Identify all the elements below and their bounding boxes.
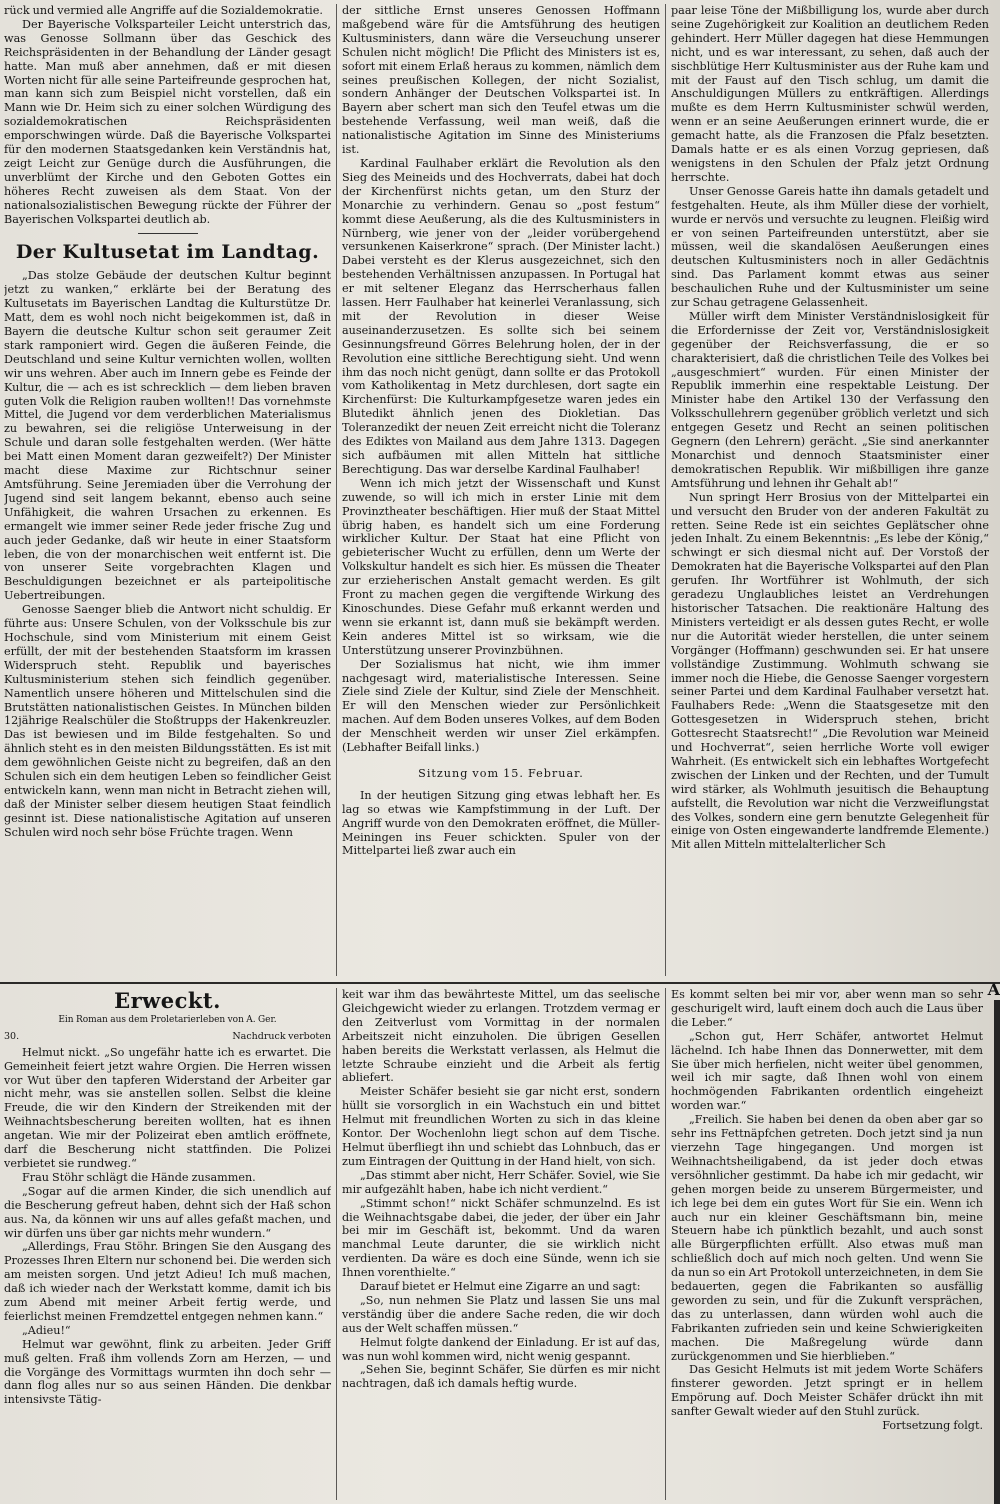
serial-paragraph: Helmut war gewöhnt, flink zu arbeiten. Jeder Griff muß gelten. Fraß ihm vollends Zorn am Herzen, — und die Vorgänge des Vormittags wurmten ihn doch sehr — dann flog alles nur so aus seinen Händen. Die denkbar intensivste Tätig- [4,1337,331,1407]
column-1-paragraph-2: Der Bayerische Volksparteiler Leicht unterstrich das, was Genosse Sollmann über das Geschick des Reichspräsidenten in der Behandlung der Länder gesagt hatte. Man muß aber annehmen, daß er mit diesen Worten nicht für alle seine Parteifreunde gesprochen hat, man kann sich zum Beispiel nicht vorstellen, daß ein Mann wie Dr. Heim sich zu einer solchen Würdigung des sozialdemokratischen Reichspräsidenten emporschwingen würde. Daß die Bayerische Volkspartei für den modernen Staatsgedanken kein Verständnis hat, zeigt Leicht zur Genüge durch die Ausführungen, die unverblümt der Kirche und den Geboten Gottes ein höheres Recht zuweisen als dem Staat. Von der nationalsozialistischen Bewegung rückte der Führer der Bayerischen Volkspartei deutlich ab. [4,17,331,226]
section-divider [0,982,1000,984]
serial-paragraph: „Stimmt schon!“ nickt Schäfer schmunzelnd. Es ist die Weihnachtsgabe dabei, die jeder, der über ein Jahr bei mir im Geschäft ist, bekommt. Und da waren manchmal Leute darunter, die sie wirklich nicht verdienten. Da wäre es doch eine Sünde, wenn ich sie Ihnen vorenthielte.“ [342,1196,660,1280]
serial-paragraph: Meister Schäfer besieht sie gar nicht erst, sondern hüllt sie vorsorglich in ein Wachstuch ein und bittet Helmut mit freundlichen Worten zu sich in das kleine Kontor. Der Wochenlohn liegt schon auf dem Tische. Helmut überfliegt ihn und schiebt das Lohnbuch, das er zum Eintragen der Quittung in der Hand hielt, von sich. [342,1085,660,1168]
serial-title: Erweckt. [114,988,221,1013]
column-1-paragraph-1: rück und vermied alle Angriffe auf die Sozialdemokratie. [4,4,323,17]
serial-paragraph: „Schon gut, Herr Schäfer, antwortet Helmut lächelnd. Ich habe Ihnen das Donnerwetter, mit dem Sie über mich herfielen, nicht weiter übel genommen, weil ich mir sagte, daß Ihnen wohl von einem hochmögenden Fabrikanten ordentlich eingeheizt worden war.“ [671,1029,983,1113]
column-2-paragraph-3: Wenn ich mich jetzt der Wissenschaft und Kunst zuwende, so will ich mich in erster Linie mit dem Provinztheater beschäftigen. Hier muß der Staat Mittel übrig haben, es handelt sich um eine Forderung wirklicher Kultur. Der Staat hat eine Pflicht von gebieterischer Wucht zu erfüllen, denn um Werte der Volkskultur handelt es sich hier. Es müssen die Theater zur erzieherischen Anstalt gemacht werden. Es gilt Front zu machen gegen die vergiftende Wirkung des Kinoschundes. Diese Gefahr muß erkannt werden und wenn sie erkannt ist, dann muß sie bekämpft werden. Kein anderes Mittel ist so wirksam, wie die Unterstützung unserer Provinzbühnen. [342,476,660,657]
column-3-paragraph-3: Müller wirft dem Minister Verständnislosigkeit für die Erfordernisse der Zeit vor, Verständnislosigkeit gegenüber der Reichsverfassung, die er so charakterisiert, daß die christlichen Teile des Volkes bei „ausgeschmiert“ wurden. Für einen Minister der Republik immerhin eine respektable Leistung. Der Minister habe den Artikel 130 der Verfassung den Volksschullehrern gegenüber gröblich verletzt und sich entgegen Gesetz und Recht an seinen politischen Gegnern (den Lehrern) gerächt. „Sie sind anerkannter Monarchist und dennoch Staatsminister einer demokratischen Republik. Wir mißbilligen ihre ganze Amtsführung und lehnen ihr Gehalt ab!“ [671,309,989,490]
serial-column-3 [671,988,983,1500]
serial-paragraph: „Adieu!“ [22,1323,71,1337]
column-rule [336,4,337,976]
serial-paragraph: „Sogar auf die armen Kinder, die sich unendlich auf die Bescherung gefreut haben, dehnt sich der Haß schon aus. Na, da können wir uns auf alles gefaßt machen, und wir dürfen uns über gar nichts mehr wundern.“ [4,1184,331,1240]
column-2-paragraph-1: der sittliche Ernst unseres Genossen Hoffmann maßgebend wäre für die Amtsführung des heutigen Kultusministers, dann wäre die Verseuchung unserer Schulen nicht möglich! Die Pflicht des Ministers ist es, sofort mit einem Erlaß heraus zu kommen, nämlich dem seines preußischen Kollegen, der nicht Sozialist, sondern Anhänger der Deutschen Volkspartei ist. In Bayern aber schert man sich den Teufel etwas um die bestehende Verfassung, weil man weiß, daß die nationalistische Agitation im Sinne des Ministeriums ist. [342,4,660,157]
serial-paragraph: Es kommt selten bei mir vor, aber wenn man so sehr geschurigelt wird, lauft einem doch auch die Laus über die Leber.“ [671,988,983,1029]
serial-paragraph: „Das stimmt aber nicht, Herr Schäfer. Soviel, wie Sie mir aufgezählt haben, habe ich nicht verdient.“ [342,1168,660,1196]
serial-column-2 [342,988,660,1500]
reprint-notice: Nachdruck verboten [232,1030,331,1042]
edge-letter: A [987,980,1000,999]
separator-line [138,233,198,234]
column-1 [4,4,331,976]
serial-paragraph: „Freilich. Sie haben bei denen da oben aber gar so sehr ins Fettnäpfchen getreten. Doch jetzt sind ja nun vierzehn Tage hingegangen. Und morgen ist Weihnachtsheiligabend, da ist jeder doch etwas versöhnlicher gestimmt. Da habe ich mir gedacht, wir gehen morgen beide zu unserem Bürgermeister, und ich lege bei dem ein gutes Wort für Sie ein. Wenn ich auch nur ein kleiner Geschäftsmann bin, meine Steuern habe ich pünktlich bezahlt, und auch sonst alle Bürgerpflichten erfüllt. Also etwas muß man schließlich doch auf mich noch gelten. Und wenn Sie da nun so ein Art Protokoll unterzeichneten, in dem Sie bedauerten, gegen die Fabrikanten so ausfällig geworden zu sein, und für die Zukunft versprächen, das zu unterlassen, dann würden wohl auch die Fabrikanten zufrieden sein und keine Schwierigkeiten machen. Die Maßregelung würde dann zurückgenommen und Sie hierblieben.“ [671,1113,983,1363]
column-rule [665,988,666,1500]
article-heading: Der Kultusetat im Landtag. [15,240,320,263]
serial-paragraph: Das Gesicht Helmuts ist mit jedem Worte Schäfers finsterer geworden. Jetzt springt er in hellem Empörung auf. Doch Meister Schäfer drückt ihn mit sanfter Gewalt wieder auf den Stuhl zurück. [671,1363,983,1419]
serial-meta [4,1030,331,1044]
page-edge-bar [994,1000,1000,1504]
continuation-notice: Fortsetzung folgt. [882,1419,983,1433]
column-3-paragraph-4: Nun springt Herr Brosius von der Mittelpartei ein und versucht den Bruder von der anderen Fakultät zu retten. Seine Rede ist ein seichtes Geplätscher ohne jeden Inhalt. Zu einem Bekenntnis: „Es lebe der König,“ schwingt er sich diesmal nicht auf. Der Vorstoß der Demokraten hat die Bayerische Volkspartei auf den Plan gerufen. Ihr Wortführer ist Wohlmuth, der sich geradezu Unglaubliches leistet an Verdrehungen historischer Tatsachen. Die reaktionäre Haltung des Ministers verteidigt er als dessen gutes Recht, er wolle nur die Autorität wieder herstellen, die unter seinem Vorgänger (Hoffmann) geschwunden sei. Er hat unsere vollständige Zustimmung. Wohlmuth schwang sie immer noch die Hiebe, die Genosse Saenger vorgestern seiner Partei und dem Kardinal Faulhaber versetzt hat. Faulhabers Rede: „Wenn die Staatsgesetze mit den Gottesgesetzen in Widerspruch stehen, bricht Gottesrecht Staatsrecht!“ „Die Revolution war Meineid und Hochverrat“, seien herrliche Worte voll ewiger Wahrheit. (Es entwickelt sich ein lebhaftes Wortgefecht zwischen der Linken und der Rechten, und der Tumult wird stärker, als Wohlmuth jesuitisch die Behauptung aufstellt, die Revolution war nicht die Verzweiflungstat des Volkes, sondern eine gern benutzte Gelegenheit für einige von Osten eingewanderte landfremde Elemente.) Mit allen Mitteln mittelalterlicher Sch [671,490,989,852]
serial-paragraph: Helmut nickt. „So ungefähr hatte ich es erwartet. Die Gemeinheit feiert jetzt wahre Orgien. Die Herren wissen vor Wut über den tapferen Widerstand der Arbeiter gar nicht mehr, was sie anstellen sollen. Selbst die kleine Freude, die wir den Kindern der Streikenden mit der Weihnachtsbescherung bereiten wollten, hat es ihnen angetan. Wie mir der Polizeirat eben amtlich eröffnete, darf die Bescherung nicht stattfinden. Die Polizei verbietet sie rundweg.“ [4,1045,331,1170]
serial-byline: Ein Roman aus dem Proletarierleben von A. Ger. [58,1014,277,1025]
serial-paragraph: keit war ihm das bewährteste Mittel, um das seelische Gleichgewicht wieder zu erlangen. Trotzdem vermag er den Zeitverlust vom Vormittag in der normalen Arbeitszeit nicht einzuholen. Die übrigen Gesellen haben bereits die Werkstatt verlassen, als Helmut die letzte Schraube einzieht und die Arbeit als fertig abliefert. [342,988,660,1085]
column-2-paragraph-2: Kardinal Faulhaber erklärt die Revolution als den Sieg des Meineids und des Hochverrats, dabei hat doch der Kirchenfürst nichts getan, um den Sturz der Monarchie zu verhindern. Genau so „post festum“ kommt diese Aeußerung, als die des Kultusministers in Nürnberg, wie jener von der „leider vorübergehend versunkenen Kaiserkrone“ sprach. (Der Minister lacht.) Dabei versteht es der Klerus ausgezeichnet, sich den bestehenden Verhältnissen anzupassen. In Portugal hat er mit seltener Eleganz das Herrscherhaus fallen lassen. Herr Faulhaber hat keinerlei Veranlassung, sich mit der Revolution in dieser Weise auseinanderzusetzen. Es sollte sich bei seinem Gesinnungsfreund Görres Belehrung holen, der in der Revolution eine sittliche Berechtigung sieht. Und wenn ihm das noch nicht genügt, dann sollte er das Protokoll vom Katholikentag in Metz durchlesen, dort sagte ein Kirchenfürst: Die Kulturkampfgesetze waren jedes ein Blutedikt ähnlich jenen des Diokletian. Das Toleranzedikt der neuen Zeit erreicht nicht die Toleranz des Ediktes von Mailand aus dem Jahre 1313. Dagegen sich aufbäumen mit allen Mitteln hat sittliche Berechtigung. Das war derselbe Kardinal Faulhaber! [342,156,660,476]
serial-paragraph: „Sehen Sie, beginnt Schäfer, Sie dürfen es mir nicht nachtragen, daß ich damals heftig wurde. [342,1363,660,1391]
serial-column-1 [4,988,331,1500]
session-subheading: Sitzung vom 15. Februar. [418,766,584,780]
column-2-paragraph-5: In der heutigen Sitzung ging etwas lebhaft her. Es lag so etwas wie Kampfstimmung in der Luft. Der Angriff wurde von den Demokraten eröffnet, die Müller-Meiningen ins Feuer schickten. Spuler von der Mittelpartei ließ zwar auch ein [342,788,660,858]
serial-paragraph: Helmut folgte dankend der Einladung. Er ist auf das, was nun wohl kommen wird, nicht wenig gespannt. [342,1335,660,1363]
column-2-paragraph-4: Der Sozialismus hat nicht, wie ihm immer nachgesagt wird, materialistische Interessen. Seine Ziele sind Ziele der Kultur, sind Ziele der Menschheit. Er will den Menschen wieder zur Persönlichkeit machen. Auf dem Boden unseres Volkes, auf dem Boden der Menschheit werden wir unser Ziel erkämpfen. (Lebhafter Beifall links.) [342,657,660,755]
column-rule [665,4,666,976]
column-3 [671,4,989,976]
serial-paragraph: „Allerdings, Frau Stöhr. Bringen Sie den Ausgang des Prozesses Ihren Eltern nur schonend bei. Die werden sich am meisten sorgen. Und jetzt Adieu! Ich muß machen, daß ich wieder nach der Werkstatt komme, damit ich bis zum Abend mit meiner Arbeit fertig werde, und feierlichst meinen Fremdzettel entgegen nehmen kann.“ [4,1240,331,1323]
column-2 [342,4,660,976]
serial-paragraph: Darauf bietet er Helmut eine Zigarre an und sagt: [360,1280,641,1294]
serial-paragraph: „So, nun nehmen Sie Platz und lassen Sie uns mal verständig über die andere Sache reden, die wir doch aus der Welt schaffen müssen.“ [342,1293,660,1335]
column-3-paragraph-1: paar leise Töne der Mißbilligung los, wurde aber durch seine Zugehörigkeit zur Koalition an deutlichem Reden gehindert. Herr Müller dagegen hat diese Hemmungen nicht, und es war interessant, zu sehen, daß auch der sischblütige Herr Kultusminister aus der Ruhe kam und mit der Faust auf den Tisch schlug, um damit die Anschuldigungen Müllers zu entkräftigen. Allerdings mußte es dem Herrn Kultusminister schwül werden, wenn er an seine Aeußerungen erinnert wurde, die er gemacht hatte, als die Franzosen die Pfalz besetzten. Damals hatte er es als einen Vorzug gepriesen, daß wenigstens in den Schulen der Pfalz jetzt Ordnung herrschte. [671,4,989,184]
serial-number: 30. [4,1030,20,1042]
column-1-paragraph-4: Genosse Saenger blieb die Antwort nicht schuldig. Er führte aus: Unsere Schulen, von der Volksschule bis zur Hochschule, sind vom Ministerium mit einem Geist erfüllt, der mit der bestehenden Staatsform im krassen Widerspruch steht. Republik und bayerisches Kultusministerium stehen sich feindlich gegenüber. Namentlich unsere höheren und Mittelschulen sind die Brutstätten nationalistischen Geistes. In München bilden 12jährige Realschüler die Stoßtrupps der Hakenkreuzler. Das ist bewiesen und im Bilde festgehalten. So und ähnlich steht es in den meisten Bildungsstätten. Es ist mit dem gewöhnlichen Geiste nicht zu begreifen, daß an den Schulen sich ein dem heutigen Leben so feindlicher Geist entwickeln kann, wenn man nicht in Betracht ziehen will, daß der Minister selber diesem heutigen Staat feindlich gesinnt ist. Diese nationalistische Agitation auf unseren Schulen wird noch sehr böse Früchte tragen. Wenn [4,603,331,839]
column-rule [336,988,337,1500]
column-3-paragraph-2: Unser Genosse Gareis hatte ihn damals getadelt und festgehalten. Heute, als ihm Müller diese der vorhielt, wurde er nervös und versuchte zu leugnen. Fleißig wird er von seinen Parteifreunden unterstützt, aber sie müssen, weil die skandalösen Aeußerungen eines deutschen Kultusministers noch in aller Gedächtnis sind. Das Parlament kommt etwas aus seiner beschaulichen Ruhe und der Kultusminister um seine zur Schau getragene Gelassenheit. [671,184,989,310]
column-1-paragraph-3: „Das stolze Gebäude der deutschen Kultur beginnt jetzt zu wanken,“ erklärte bei der Beratung des Kultusetats im Bayerischen Landtag die Kulturstütze Dr. Matt, dem es wohl noch nicht beigekommen ist, daß in Bayern die deutsche Kultur schon seit geraumer Zeit stark ramponiert wird. Gegen die äußeren Feinde, die Deutschland und seine Kultur vernichten wollen, wollten wir uns wehren. Aber auch im Innern gebe es Feinde der Kultur, die — ach es ist schrecklich — dem lieben braven guten Volk die Religion rauben wollten!! Das vornehmste Mittel, die Jugend vor dem verderblichen Materialismus zu bewahren, sei die religiöse Unterweisung in der Schule und daran solle festgehalten werden. (Wer hätte bei Matt einen Moment daran gezweifelt?) Der Minister macht diese Maxime zur Richtschnur seiner Amtsführung. Seine Jeremiaden über die Verrohung der Jugend sind seit langem bekannt, ebenso auch seine Unfähigkeit, die wahren Ursachen zu erkennen. Es ermangelt wie immer seiner Rede jeder frische Zug und auch jeder Gedanke, daß wir heute in einer Staatsform leben, die von der monarchischen weit entfernt ist. Die von unserer Seite vorgebrachten Klagen und Beschuldigungen bezeichnet er als parteipolitische Uebertreibungen. [4,269,331,603]
serial-paragraph: Frau Stöhr schlägt die Hände zusammen. [22,1170,256,1184]
